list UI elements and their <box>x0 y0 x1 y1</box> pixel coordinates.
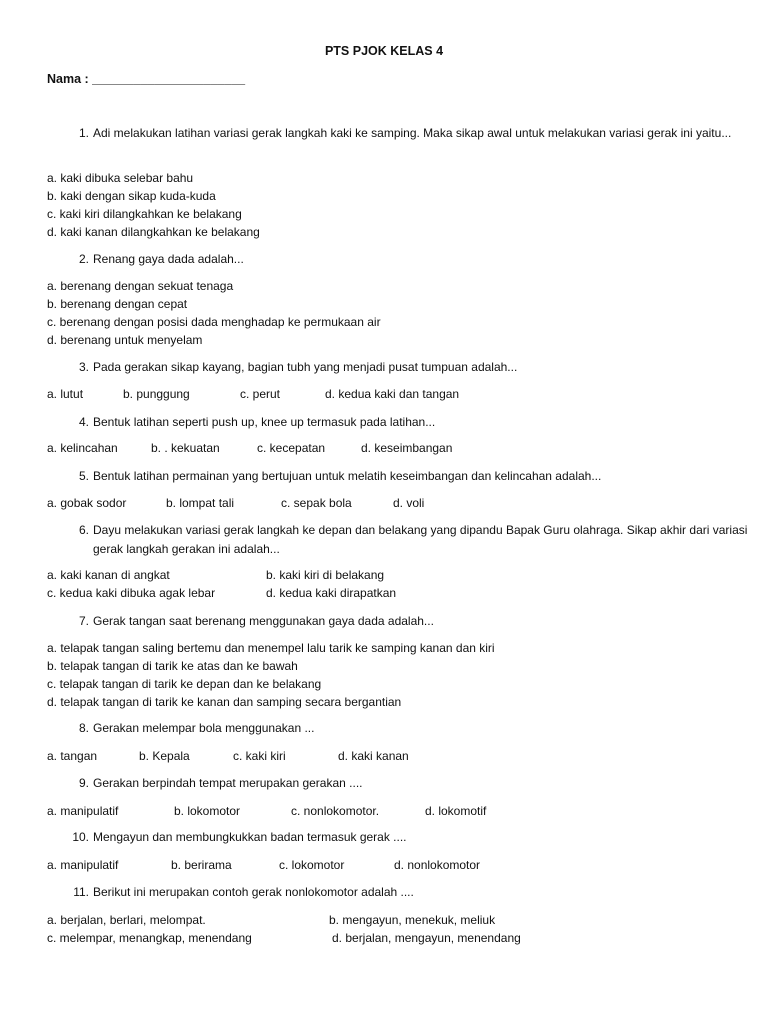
question-number: 7. <box>78 614 89 628</box>
option-2c: c. berenang dengan posisi dada menghadap ke permukaan air <box>47 315 381 329</box>
option-8b: b. Kepala <box>139 749 190 763</box>
question-text: Mengayun dan membungkukkan badan termasuk gerak .... <box>93 830 407 844</box>
question-number: 4. <box>78 415 89 429</box>
option-1a: a. kaki dibuka selebar bahu <box>47 171 194 185</box>
option-2b: b. berenang dengan cepat <box>47 297 188 311</box>
question-text: Dayu melakukan variasi gerak langkah ke depan dan belakang yang dipandu Bapak Guru olahraga. Sikap akhir dari variasi gerak langkah gerakan ini adalah... <box>93 523 748 556</box>
option-11b: b. mengayun, menekuk, meliuk <box>329 913 496 927</box>
option-1d: d. kaki kanan dilangkahkan ke belakang <box>47 225 260 239</box>
option-4b: b. . kekuatan <box>151 441 220 455</box>
question-number: 9. <box>78 776 89 790</box>
option-10d: d. nonlokomotor <box>394 858 481 872</box>
option-9d: d. lokomotif <box>425 804 487 818</box>
option-8c: c. kaki kiri <box>233 749 286 763</box>
question-text: Berikut ini merupakan contoh gerak nonlokomotor adalah .... <box>93 885 414 899</box>
option-3b: b. punggung <box>123 387 190 401</box>
option-4a: a. kelincahan <box>47 441 118 455</box>
question-number: 10. <box>72 830 89 844</box>
question-text: Bentuk latihan seperti push up, knee up termasuk pada latihan... <box>93 415 436 429</box>
option-11a: a. berjalan, berlari, melompat. <box>47 913 206 927</box>
option-4c: c. kecepatan <box>257 441 326 455</box>
option-11d: d. berjalan, mengayun, menendang <box>332 931 521 945</box>
option-5a: a. gobak sodor <box>47 496 127 510</box>
option-2a: a. berenang dengan sekuat tenaga <box>47 279 234 293</box>
option-5d: d. voli <box>393 496 425 510</box>
option-5c: c. sepak bola <box>281 496 352 510</box>
option-9c: c. nonlokomotor. <box>291 804 380 818</box>
page-title: PTS PJOK KELAS 4 <box>324 44 444 58</box>
option-1b: b. kaki dengan sikap kuda-kuda <box>47 189 216 203</box>
option-7c: c. telapak tangan di tarik ke depan dan ke belakang <box>47 677 322 691</box>
option-2d: d. berenang untuk menyelam <box>47 333 203 347</box>
option-8d: d. kaki kanan <box>338 749 409 763</box>
option-6b: b. kaki kiri di belakang <box>266 568 385 582</box>
question-text: Bentuk latihan permainan yang bertujuan untuk melatih keseimbangan dan kelincahan adalah... <box>93 469 602 483</box>
question-number: 2. <box>78 252 89 266</box>
question-number: 3. <box>78 360 89 374</box>
option-3a: a. lutut <box>47 387 84 401</box>
option-5b: b. lompat tali <box>166 496 235 510</box>
question-text: Gerakan berpindah tempat merupakan gerakan .... <box>93 776 363 790</box>
option-10a: a. manipulatif <box>47 858 119 872</box>
option-1c: c. kaki kiri dilangkahkan ke belakang <box>47 207 242 221</box>
option-6d: d. kedua kaki dirapatkan <box>266 586 397 600</box>
question-number: 8. <box>78 721 89 735</box>
question-text: Gerak tangan saat berenang menggunakan gaya dada adalah... <box>93 614 434 628</box>
question-text: Gerakan melempar bola menggunakan ... <box>93 721 315 735</box>
question-number: 11. <box>73 885 89 899</box>
option-3d: d. kedua kaki dan tangan <box>325 387 460 401</box>
name-field-label: Nama : ______________________ <box>47 72 246 86</box>
question-number: 5. <box>78 469 89 483</box>
option-7a: a. telapak tangan saling bertemu dan menempel lalu tarik ke samping kanan dan kiri <box>47 641 495 655</box>
option-6c: c. kedua kaki dibuka agak lebar <box>47 586 216 600</box>
option-11c: c. melempar, menangkap, menendang <box>47 931 252 945</box>
option-10c: c. lokomotor <box>279 858 345 872</box>
question-text: Pada gerakan sikap kayang, bagian tubh yang menjadi pusat tumpuan adalah... <box>93 360 518 374</box>
question-text: Renang gaya dada adalah... <box>93 252 244 266</box>
option-8a: a. tangan <box>47 749 98 763</box>
option-9b: b. lokomotor <box>174 804 241 818</box>
question-number: 6. <box>78 523 89 537</box>
option-7d: d. telapak tangan di tarik ke kanan dan samping secara bergantian <box>47 695 402 709</box>
option-10b: b. berirama <box>171 858 232 872</box>
option-4d: d. keseimbangan <box>361 441 453 455</box>
option-6a: a. kaki kanan di angkat <box>47 568 170 582</box>
option-3c: c. perut <box>240 387 281 401</box>
question-number: 1. <box>78 126 89 140</box>
question-text: Adi melakukan latihan variasi gerak langkah kaki ke samping. Maka sikap awal untuk melakukan variasi gerak ini yaitu... <box>93 126 732 140</box>
option-9a: a. manipulatif <box>47 804 119 818</box>
option-7b: b. telapak tangan di tarik ke atas dan ke bawah <box>47 659 298 673</box>
